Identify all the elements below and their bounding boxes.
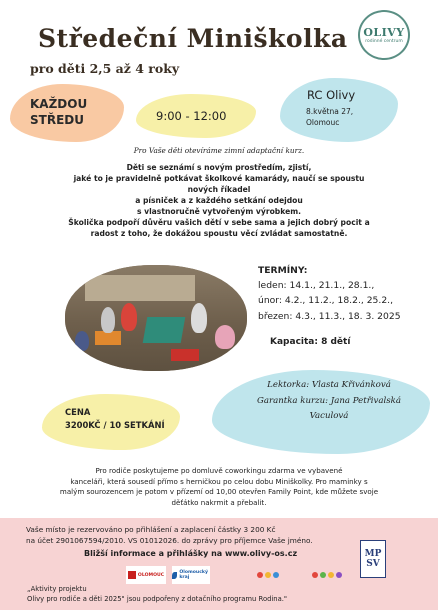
figure-icon	[328, 572, 334, 578]
terms-march: březen: 4.3., 11.3., 18. 3. 2025	[258, 310, 401, 322]
guarantor-line-2: Vaculová	[309, 411, 349, 421]
photo-child	[215, 325, 235, 349]
registration-info	[26, 525, 313, 546]
logo-tagline: rodinné centrum	[365, 39, 403, 44]
photo-green-mat	[143, 317, 186, 343]
parents-line: děťátko nakrmit a přebalit.	[171, 497, 267, 507]
photo-orange-toy	[95, 331, 121, 345]
terms-list	[258, 263, 401, 324]
terms-heading: TERMÍNY:	[258, 265, 308, 276]
photo-shelf	[85, 275, 195, 301]
olivy-logo	[358, 10, 410, 60]
terms-january: leden: 14.1., 21.1., 28.1.,	[258, 280, 375, 292]
schedule-day	[30, 96, 87, 128]
day-line-2: STŘEDU	[30, 113, 84, 127]
mpsv-bottom: SV	[366, 559, 380, 569]
olomouc-mark-icon	[128, 571, 136, 579]
children-playing-photo	[65, 265, 247, 371]
kraj-leaf-icon	[172, 572, 177, 579]
registration-line-1: Vaše místo je rezervováno po přihlášení a zaplacení částky 3 200 Kč	[26, 525, 276, 534]
logo-name: OLIVY	[363, 26, 405, 39]
place-name: RC Olivy	[307, 88, 356, 102]
description-line: jaké to je pravidelně potkávat školkové kamarády, naučí se spoustu	[73, 174, 365, 183]
olomouc-logo-text: OLOMOUC	[137, 572, 165, 578]
figure-icon	[273, 572, 279, 578]
description-line: nových říkadel	[187, 185, 251, 194]
website-info[interactable]: Bližší informace a přihlášky na www.olivy-os.cz	[84, 549, 298, 558]
photo-child	[121, 303, 137, 331]
mpsv-top: MP	[364, 549, 382, 559]
place-address	[306, 106, 353, 128]
photo-child	[101, 307, 115, 333]
schedule-time: 9:00 - 12:00	[156, 109, 227, 123]
intro-text: Pro Vaše děti otevíráme zimní adaptační kurz.	[133, 146, 305, 155]
price-label: CENA	[65, 407, 91, 417]
capacity-text: Kapacita: 8 dětí	[270, 337, 351, 347]
course-description	[0, 162, 438, 239]
guarantor-line-1: Garantka kurzu: Jana Petřivalská	[256, 395, 402, 406]
day-line-1: KAŽDOU	[30, 97, 88, 111]
parents-line: Pro rodiče poskytujeme po domluvě coworkingu zdarma ve vybavené	[95, 466, 343, 475]
photo-child	[191, 303, 207, 333]
page-subtitle: pro děti 2,5 až 4 roky	[30, 61, 180, 76]
figure-icon	[312, 572, 318, 578]
figure-icon	[257, 572, 263, 578]
parents-info	[0, 466, 438, 508]
support-note	[27, 585, 287, 604]
price-value: 3200KČ / 10 SETKÁNÍ	[65, 420, 165, 430]
lector-line: Lektorka: Vlasta Křivánková	[267, 380, 391, 390]
registration-line-2: na účet 2901067594/2010. VS 01012026. do zprávy pro příjemce Vaše jméno.	[26, 535, 313, 545]
family-figures-logo	[255, 566, 281, 584]
price-info	[65, 406, 165, 432]
description-line: Děti se seznámí s novým prostředím, zjistí,	[126, 163, 312, 172]
page-title: Středeční Miniškolka	[38, 24, 348, 53]
mpsv-logo	[360, 540, 386, 578]
olomouc-logo	[126, 566, 166, 584]
photo-child	[75, 331, 89, 351]
olomoucky-kraj-logo	[172, 566, 210, 584]
description-line: a písniček a z každého setkání odejdou	[135, 196, 303, 205]
place-city: Olomouc	[306, 118, 340, 127]
figure-icon	[320, 572, 326, 578]
description-line: radost z toho, že dokážou spoustu věcí zvládat samostatně.	[90, 229, 348, 238]
lector-info	[232, 378, 426, 425]
description-line: Školička podpoří důvěru vašich dětí v sebe sama a jejich dobrý pocit a	[68, 218, 370, 227]
parents-line: kanceláři, která sousedí přímo s herničkou po celou dobu Miniškolky. Pro maminky s	[70, 476, 368, 486]
description-line: s vlastnoručně vytvořeným výrobkem.	[136, 207, 302, 216]
parents-line: malým sourozencem je potom v přízemí od 10,00 otevřen Family Point, kde můžete svoje	[59, 487, 379, 496]
support-line-1: „Aktivity projektu	[27, 585, 87, 593]
place-street: 8.května 27,	[306, 107, 354, 116]
support-line-2: Olivy pro rodiče a děti 2025" jsou podpořeny z dotačního programu Rodina."	[27, 594, 288, 603]
figure-icon	[336, 572, 342, 578]
kraj-logo-text: Olomoucký kraj	[179, 570, 208, 580]
figure-icon	[265, 572, 271, 578]
terms-february: únor: 4.2., 11.2., 18.2., 25.2.,	[258, 295, 394, 307]
photo-red-toy	[171, 349, 199, 361]
kids-figures-logo	[307, 566, 347, 584]
